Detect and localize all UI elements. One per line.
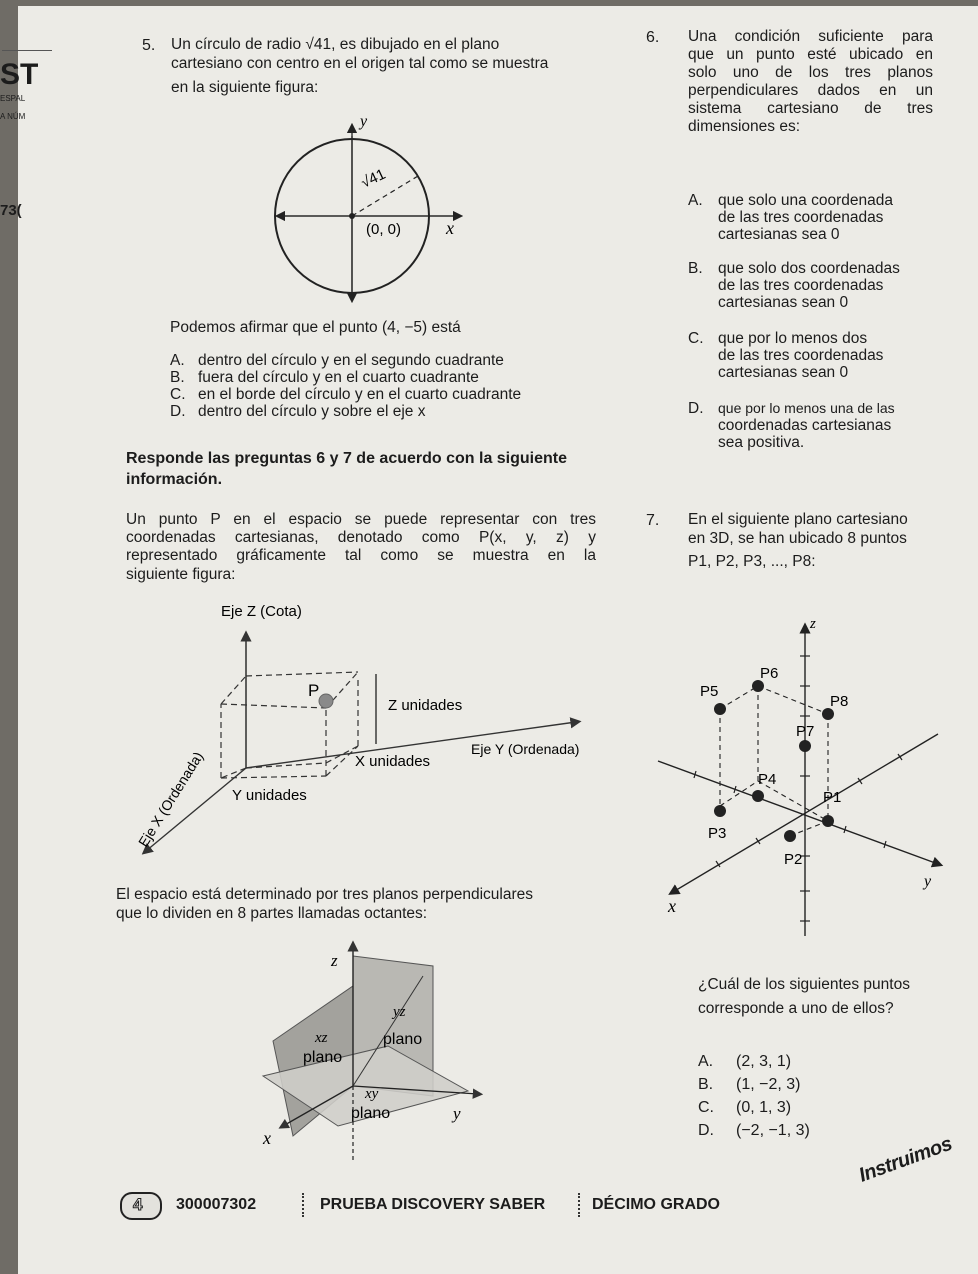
info-p2: coordenadas cartesianas, denotado como P(x, y, z) y	[126, 529, 596, 546]
yz-plano: plano	[383, 1031, 423, 1048]
point-p7	[799, 740, 811, 752]
y-units: Y unidades	[232, 787, 307, 804]
margin-number: 73(	[0, 202, 22, 219]
q6-option-c[interactable]: C. que por lo menos dos de las tres coordenadas cartesianas sean 0	[688, 330, 884, 381]
xy-label: xy	[365, 1086, 379, 1102]
info-heading-1: Responde las preguntas 6 y 7 de acuerdo con la siguiente	[126, 450, 568, 467]
q6-option-b[interactable]: B. que solo dos coordenadas de las tres coordenadas cartesianas sean 0	[688, 260, 900, 311]
xz-label: xz	[315, 1030, 328, 1046]
q7-prompt-1: ¿Cuál de los siguientes puntos	[698, 976, 910, 993]
q7-option-a[interactable]: A. (2, 3, 1)	[698, 1053, 792, 1070]
point-p	[319, 694, 333, 708]
point-p3	[714, 805, 726, 817]
space-line-1: El espacio está determinado por tres planos perpendiculares	[116, 886, 534, 903]
q5-options	[170, 352, 521, 420]
point-p5	[714, 703, 726, 715]
space-line-2: que lo dividen en 8 partes llamadas octantes:	[116, 905, 428, 922]
planes-y-label: y	[453, 1104, 461, 1123]
z-axis-label: Eje Z (Cota)	[221, 603, 302, 620]
planes-z-label: z	[331, 951, 338, 970]
p1-label: P1	[823, 789, 842, 806]
points-3d-figure	[648, 606, 948, 946]
info-heading-2: información.	[126, 471, 223, 488]
q6-number: 6.	[646, 29, 660, 46]
p5-label: P5	[700, 683, 719, 700]
q7-line3: P1, P2, P3, ..., P8:	[688, 553, 816, 570]
footer-page: 4	[133, 1195, 143, 1214]
x-axis-label: Eje X (Ordenada)	[134, 748, 207, 850]
footer-test: PRUEBA DISCOVERY SABER	[320, 1196, 546, 1213]
margin-tag1: ESPAL	[0, 94, 26, 103]
q7-option-d[interactable]: D. (−2, −1, 3)	[698, 1122, 810, 1139]
xz-plano: plano	[303, 1049, 343, 1066]
q5-option-b[interactable]: B. fuera del círculo y en el cuarto cuadrante	[170, 369, 479, 386]
q5-prompt: Podemos afirmar que el punto (4, −5) está	[170, 319, 461, 336]
q5-option-a[interactable]: A. dentro del círculo y en el segundo cuadrante	[170, 352, 504, 369]
p8-label: P8	[830, 693, 849, 710]
q6-stem: Una condición suficiente para que un punto esté ubicado en solo uno de los tres planos perpendiculares dados en un sistema cartesiano de tres dimensiones es:	[688, 28, 933, 135]
p-label: P	[308, 681, 320, 700]
q6-option-a[interactable]: A. que solo una coordenada de las tres coordenadas cartesianas sea 0	[688, 192, 893, 243]
margin-tag2: A NÚM	[0, 112, 26, 121]
p3-label: P3	[708, 825, 727, 842]
planes-x-label: x	[263, 1128, 271, 1148]
center-label: (0, 0)	[366, 221, 402, 238]
planes-figure	[253, 936, 493, 1171]
point-p2	[784, 830, 796, 842]
radius-label: √41	[358, 165, 389, 192]
brand-logo: Instruimos	[856, 1132, 955, 1187]
q7-number: 7.	[646, 512, 660, 529]
q5-number: 5.	[142, 37, 156, 54]
q5-line2: cartesiano con centro en el origen tal como se muestra	[171, 55, 549, 72]
circle-figure	[268, 116, 468, 311]
q6-option-d[interactable]: D. que por lo menos una de las coordenadas cartesianas sea positiva.	[688, 400, 895, 451]
q7-option-c[interactable]: C. (0, 1, 3)	[698, 1099, 792, 1116]
info-p4: siguiente figura:	[126, 566, 236, 583]
yz-label: yz	[393, 1004, 406, 1020]
fig7-y-label: y	[924, 873, 932, 890]
q5-option-c[interactable]: C. en el borde del círculo y en el cuarto cuadrante	[170, 386, 522, 403]
margin-line	[2, 50, 52, 51]
margin-code: ST	[0, 58, 39, 91]
exam-page	[0, 6, 978, 1274]
point-p1	[822, 815, 834, 827]
q5-line1: Un círculo de radio √41, es dibujado en el plano	[171, 36, 500, 53]
y-label: y	[360, 116, 368, 130]
fig7-x-label: x	[668, 896, 676, 916]
xy-plano: plano	[351, 1105, 391, 1122]
fig7-z-label: z	[810, 616, 816, 632]
info-p1: Un punto P en el espacio se puede representar con tres	[126, 511, 596, 528]
q7-options	[698, 1052, 810, 1140]
info-p3: representado gráficamente tal como se muestra en la	[126, 547, 596, 564]
point-p4	[752, 790, 764, 802]
p2-label: P2	[784, 851, 803, 868]
y-axis-label: Eje Y (Ordenada)	[471, 741, 580, 757]
q7-option-b[interactable]: B. (1, −2, 3)	[698, 1076, 801, 1093]
q7-line1: En el siguiente plano cartesiano	[688, 511, 908, 528]
q5-option-d[interactable]: D. dentro del círculo y sobre el eje x	[170, 403, 426, 420]
footer-code: 300007302	[176, 1196, 257, 1213]
p6-label: P6	[760, 665, 779, 682]
x-label: x	[446, 218, 454, 238]
q5-line3: en la siguiente figura:	[171, 79, 319, 96]
q7-line2: en 3D, se han ubicado 8 puntos	[688, 530, 907, 547]
footer	[120, 1189, 760, 1219]
footer-grade: DÉCIMO GRADO	[592, 1196, 720, 1213]
point-3d-figure	[126, 596, 596, 856]
x-units: X unidades	[355, 753, 431, 770]
z-units: Z unidades	[388, 697, 463, 714]
p4-label: P4	[758, 771, 777, 788]
p7-label: P7	[796, 723, 815, 740]
fig7-y-axis	[658, 761, 938, 864]
q7-prompt-2: corresponde a uno de ellos?	[698, 1000, 894, 1017]
